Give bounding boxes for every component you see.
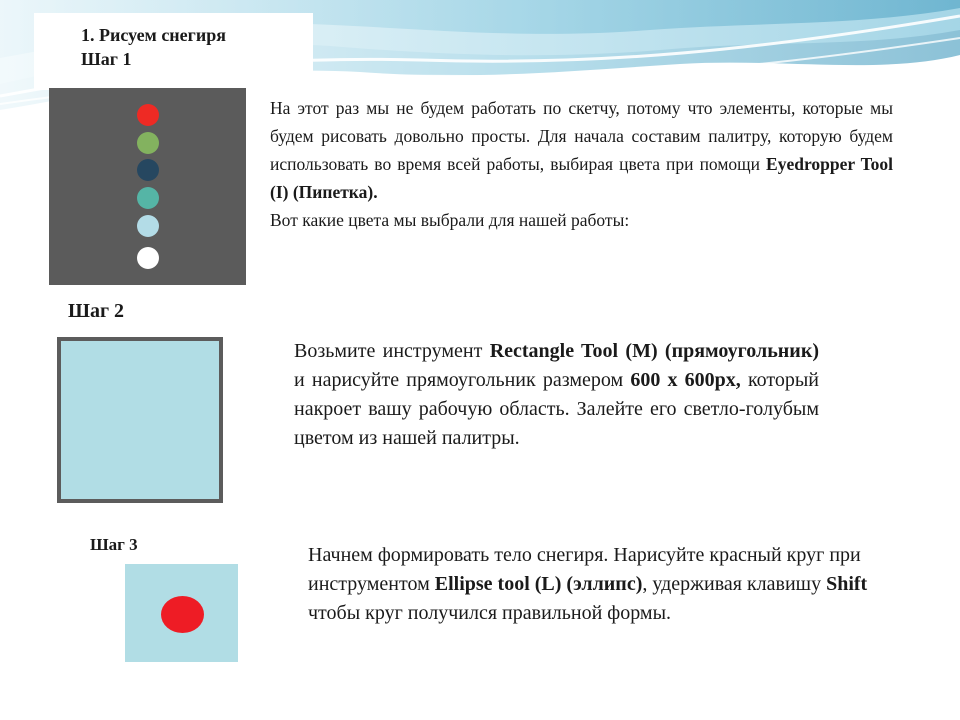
- step1-label: Шаг 1: [81, 49, 132, 69]
- red-circle: [161, 596, 204, 633]
- step3-label: Шаг 3: [90, 535, 138, 554]
- step1-text-part: На этот раз мы не будем работать по скетчу, потому что элементы, которые мы будем рисовать довольно просты. Для начала составим палитру, которую будем использовать во время всей работы, выбирая цвета при помощи: [270, 98, 893, 174]
- step3-text: [308, 541, 908, 628]
- step3-text-part: , удерживая клавишу: [642, 573, 827, 595]
- palette-swatch-white: [137, 247, 159, 269]
- step2-text-part: Возьмите инструмент: [294, 340, 490, 362]
- palette-swatch-green: [137, 132, 159, 154]
- step2-size: 600 x 600px,: [630, 369, 741, 391]
- step3-text-part: Начнем формировать тело снегиря. Нарисуйте красный круг при инструментом: [308, 544, 861, 595]
- step3-text-part: чтобы круг получился правильной формы.: [308, 602, 672, 624]
- palette-swatch-red: [137, 104, 159, 126]
- title-box: [34, 13, 313, 90]
- step2-rectangle-illustration: [57, 337, 223, 503]
- page-title: 1. Рисуем снегиря: [81, 25, 226, 45]
- step1-text: [262, 89, 902, 230]
- step3-tool-name: Ellipse tool (L) (эллипс): [434, 573, 643, 595]
- step1-tool-name: Eyedropper Tool (I) (Пипетка).: [270, 154, 893, 202]
- step2-text-part: и нарисуйте прямоугольник размером: [294, 369, 631, 391]
- step2-label: Шаг 2: [68, 300, 125, 322]
- step3-illustration: [125, 564, 238, 662]
- palette-swatch-light-blue: [137, 215, 159, 237]
- step2-text: [283, 327, 830, 488]
- step2-text-part: который накроет вашу рабочую область. Залейте его светло-голубым цветом из нашей палитры.: [294, 369, 820, 449]
- step2-tool-name: Rectangle Tool (M) (прямоугольник): [489, 340, 819, 362]
- step1-text-line2: Вот какие цвета мы выбрали для нашей работы:: [270, 210, 630, 230]
- palette-panel: [49, 88, 246, 285]
- step3-key-name: Shift: [826, 573, 868, 595]
- palette-swatch-teal: [137, 187, 159, 209]
- palette-swatch-dark-blue: [137, 159, 159, 181]
